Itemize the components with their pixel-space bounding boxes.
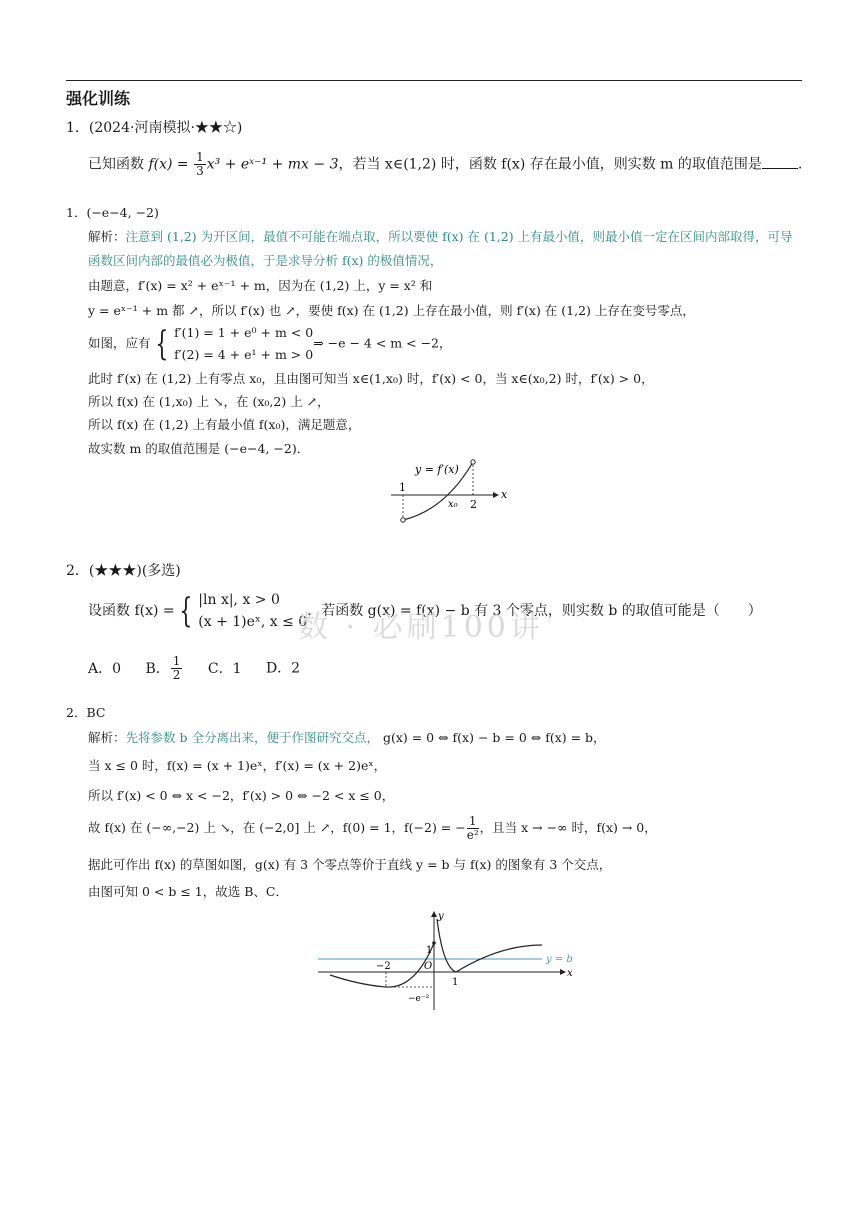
a1-analysis-1 (88, 227, 793, 245)
a1-line5-suffix: ⇒ −e − 4 < m < −2， (313, 335, 452, 351)
a1-line5-prefix: 如图，应有 (88, 335, 151, 351)
a2-analysis-1 (88, 728, 606, 746)
a2-line-5: 据此可作出 f(x) 的草图如图，g(x) 有 3 个零点等价于直线 y = b 与 f(x) 的图象有 3 个交点， (88, 857, 612, 872)
a2-fig-label-min: −e⁻² (408, 994, 430, 1004)
q1-func: f(x) = (148, 156, 194, 173)
a2-line4-suffix: ，且当 x → −∞ 时，f(x) → 0， (479, 820, 657, 835)
q2-option-d: D．2 (265, 660, 301, 677)
a1-line-7: 所以 f(x) 在 (1,x₀) 上 ↘，在 (x₀,2) 上 ↗， (88, 394, 330, 409)
a2-fig-x-arrow (560, 969, 566, 975)
a1-analysis-text: 注意到 (1,2) 为开区间，最值不可能在端点取，所以要使 f(x) 在 (1,2) 上有最小值，则最小值一定在区间内部取得，可导 (125, 229, 793, 244)
q2-option-b-fraction (171, 655, 183, 682)
q1-fraction (194, 151, 206, 178)
q2-option-b-label: B． (145, 660, 170, 677)
a2-analysis-tail: g(x) = 0 ⇔ f(x) − b = 0 ⇔ f(x) = b， (382, 730, 606, 745)
a2-line-6: 由图可知 0 < b ≤ 1，故选 B、C． (88, 884, 288, 899)
a2-answer: 2．BC (66, 705, 106, 720)
q2-options (88, 655, 300, 682)
a2-fig-label-1x: 1 (452, 977, 459, 988)
a1-analysis-2: 函数区间内部的最值必为极值，于是求导分析 f(x) 的极值情况， (88, 253, 443, 268)
a2-fig-label-yb: y = b (546, 954, 573, 965)
q1-stem-rest: ，若当 x∈(1,2) 时，函数 f(x) 存在最小值，则实数 m 的取值范围是 (338, 156, 762, 173)
a2-fig-point-0-1 (432, 941, 436, 945)
a1-fig-label-2: 2 (470, 498, 477, 511)
a1-brace: { (154, 324, 168, 364)
a2-line4-num: 1 (467, 815, 479, 829)
a1-analysis-label: 解析： (88, 229, 126, 244)
q1-frac-den: 3 (196, 164, 204, 178)
q1-stem-prefix: 已知函数 (88, 156, 144, 173)
section-title: 强化训练 (66, 89, 131, 108)
a1-fig-label-x: x (501, 488, 508, 501)
a1-fig-open-point-1 (401, 518, 405, 522)
a1-line-8: 所以 f(x) 在 (1,2) 上有最小值 f(x₀)，满足题意， (88, 417, 361, 432)
q2-stem-prefix: 设函数 f(x) = (88, 603, 175, 619)
q2-option-b (145, 654, 183, 682)
a1-fig-open-point-2 (471, 460, 475, 464)
q2-option-b-num: 1 (172, 654, 181, 668)
a2-fig-y-arrow (431, 911, 437, 917)
a1-line-4: y = eˣ⁻¹ + m 都 ↗，所以 f′(x) 也 ↗，要使 f(x) 在 (1,2) 上存在最小值，则 f′(x) 在 (1,2) 上存在变号零点， (88, 303, 695, 318)
a1-fig-label-x0: x₀ (448, 499, 458, 510)
a1-line-5 (88, 322, 452, 366)
a1-line-3: 由题意，f′(x) = x² + eˣ⁻¹ + m，因为在 (1,2) 上，y = x² 和 (88, 278, 433, 293)
q2-header: 2．(★★★)(多选) (66, 563, 181, 579)
a1-case-1: f′(1) = 1 + e⁰ + m < 0 (174, 325, 314, 340)
a2-line4-fraction (467, 815, 479, 842)
a2-fig-label-x: x (567, 968, 573, 979)
q2-case-2: (x + 1)eˣ, x ≤ 0 (198, 614, 308, 630)
q2-option-a: A．0 (88, 660, 122, 677)
a1-fig-x-arrow (493, 492, 499, 498)
q1-stem-end: . (797, 156, 803, 173)
a2-line-2: 当 x ≤ 0 时，f(x) = (x + 1)eˣ，f′(x) = (x + 2)eˣ， (88, 758, 387, 773)
a2-analysis-text: 先将参数 b 全分离出来，便于作图研究交点， (125, 730, 379, 745)
q2-cases (198, 589, 307, 633)
a2-fig-label-origin: O (424, 961, 433, 972)
a2-fig-label-1y: 1 (426, 945, 433, 956)
a1-figure (385, 455, 515, 530)
q1-header: 1．(2024·河南模拟·★★☆) (66, 120, 243, 136)
a1-cases (174, 322, 313, 366)
q2-option-c: C．1 (207, 660, 242, 677)
q2-option-b-den: 2 (172, 668, 181, 682)
top-rule (66, 80, 802, 81)
q1-answer-blank (762, 156, 798, 169)
a2-line4-den: e² (466, 828, 479, 842)
a1-fig-curve-label: y = f′(x) (415, 463, 459, 476)
q2-case-1: |ln x|, x > 0 (198, 592, 280, 608)
a2-fig-label-y: y (438, 911, 444, 922)
a2-line-3: 所以 f′(x) < 0 ⇔ x < −2，f′(x) > 0 ⇔ −2 < x ≤ 0， (88, 788, 395, 803)
a1-line-6: 此时 f′(x) 在 (1,2) 上有零点 x₀，且由图可知当 x∈(1,x₀) 时，f′(x) < 0，当 x∈(x₀,2) 时，f′(x) > 0， (88, 371, 654, 386)
a2-analysis-label: 解析： (88, 730, 126, 745)
a1-answer: 1．(−e−4, −2) (66, 205, 159, 220)
watermark: 数 · 必刷100讲 (298, 610, 544, 645)
a2-line4-prefix: 故 f(x) 在 (−∞,−2) 上 ↘，在 (−2,0] 上 ↗，f(0) = 1，f(−2) = − (88, 820, 466, 835)
q2-brace: { (178, 591, 192, 631)
q1-frac-num: 1 (196, 150, 204, 164)
q1-stem (88, 151, 802, 178)
a1-line-9: 故实数 m 的取值范围是 (−e−4, −2)． (88, 441, 310, 456)
a2-fig-label-minus2: −2 (376, 961, 391, 972)
q1-func-tail: x³ + eˣ⁻¹ + mx − 3 (206, 156, 339, 173)
a2-figure (310, 905, 580, 1015)
q2-stem-rest: ，若函数 g(x) = f(x) − b 有 3 个零点，则实数 b 的取值可能是（ ） (307, 603, 762, 619)
a1-fig-label-1: 1 (399, 481, 406, 494)
a2-fig-curve-right (437, 919, 542, 972)
a2-line-4 (88, 815, 657, 842)
a1-case-2: f′(2) = 4 + e¹ + m > 0 (174, 347, 314, 362)
